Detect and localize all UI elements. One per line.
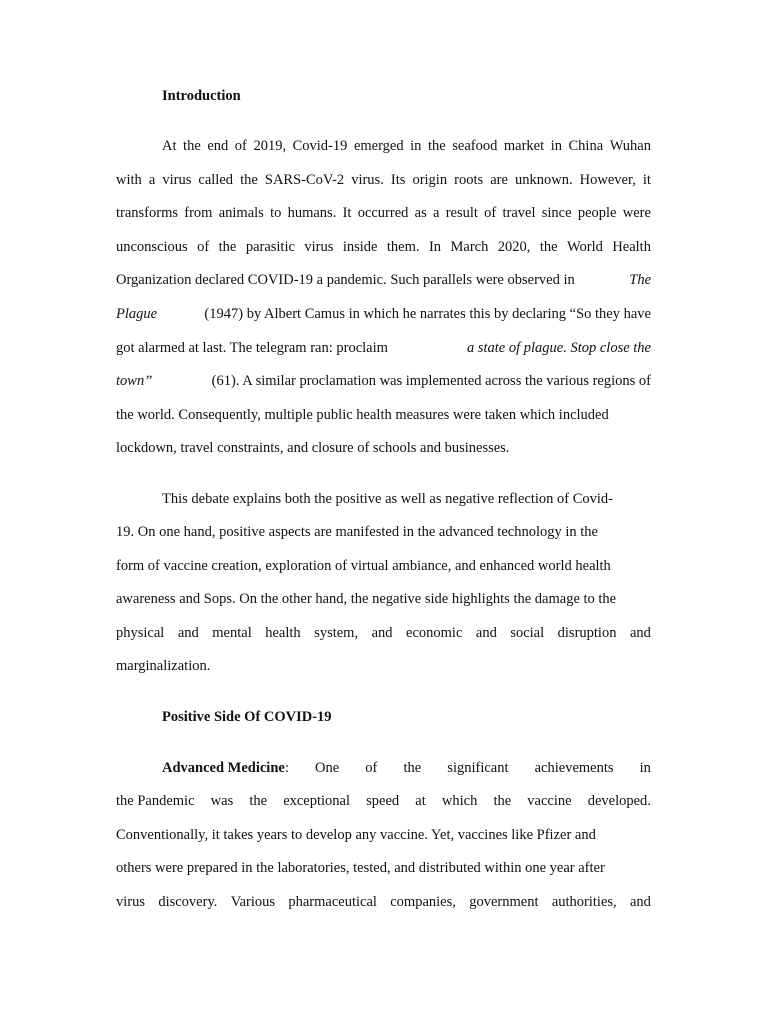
word: were bbox=[622, 205, 651, 221]
p2-line-3: form of vaccine creation, exploration of virtual ambiance, and enhanced world health bbox=[116, 558, 611, 574]
word: with bbox=[116, 172, 142, 188]
p3-word: in bbox=[639, 760, 651, 776]
word: occurred bbox=[357, 205, 409, 221]
word: Its bbox=[390, 172, 406, 188]
word: of bbox=[234, 138, 247, 154]
word: the Pandemic bbox=[116, 793, 195, 809]
word: of bbox=[197, 239, 210, 255]
p1-line-1 bbox=[162, 136, 651, 156]
p1-line-5-text: Organization declared COVID-19 a pandemic. Such parallels were observed in bbox=[116, 272, 575, 288]
word: authorities, bbox=[551, 894, 617, 910]
p1-line-5 bbox=[116, 270, 651, 290]
word: 2020, bbox=[497, 239, 531, 255]
p1-line-7-italic: a state of plague. Stop close the bbox=[466, 340, 651, 356]
word: the bbox=[493, 793, 512, 809]
word: mental bbox=[212, 625, 252, 641]
word: SARS-CoV-2 bbox=[264, 172, 345, 188]
word: discovery. bbox=[158, 894, 218, 910]
p1-line-4 bbox=[116, 237, 651, 257]
word: unknown. bbox=[514, 172, 573, 188]
word: In bbox=[428, 239, 442, 255]
word: and bbox=[629, 894, 651, 910]
p1-line-2 bbox=[116, 170, 651, 190]
word: Covid-19 bbox=[292, 138, 348, 154]
word: result bbox=[445, 205, 478, 221]
word: of bbox=[484, 205, 497, 221]
word: At bbox=[162, 138, 177, 154]
word: World bbox=[566, 239, 603, 255]
p1-line-6-italic: Plague bbox=[116, 306, 158, 322]
word: market bbox=[503, 138, 545, 154]
word: virus bbox=[116, 894, 145, 910]
word: virus bbox=[304, 239, 334, 255]
p2-line-2: 19. On one hand, positive aspects are manifested in the advanced technology in the bbox=[116, 524, 598, 540]
p2-line-1: This debate explains both the positive as well as negative reflection of Covid- bbox=[162, 491, 613, 507]
word: in bbox=[410, 138, 422, 154]
p1-line-6 bbox=[116, 304, 651, 324]
p2-line-4: awareness and Sops. On the other hand, the negative side highlights the damage to the bbox=[116, 591, 617, 607]
word: was bbox=[210, 793, 234, 809]
introduction-heading: Introduction bbox=[162, 88, 241, 104]
word: virus bbox=[162, 172, 192, 188]
word: are bbox=[490, 172, 508, 188]
word: them. bbox=[386, 239, 420, 255]
word: and bbox=[475, 625, 497, 641]
p2-line-5 bbox=[116, 623, 651, 643]
word: end bbox=[207, 138, 229, 154]
word: China bbox=[568, 138, 604, 154]
word: It bbox=[342, 205, 352, 221]
advanced-medicine-label: Advanced Medicine bbox=[162, 760, 285, 776]
p3-line-3: Conventionally, it takes years to develop any vaccine. Yet, vaccines like Pfizer and bbox=[116, 827, 596, 843]
word: exceptional bbox=[283, 793, 351, 809]
p1-line-7 bbox=[116, 338, 651, 358]
word: called bbox=[198, 172, 234, 188]
word: it bbox=[642, 172, 651, 188]
word: seafood bbox=[452, 138, 498, 154]
word: physical bbox=[116, 625, 165, 641]
word: humans. bbox=[287, 205, 337, 221]
p1-line-7-text: got alarmed at last. The telegram ran: proclaim bbox=[116, 340, 388, 356]
word: the bbox=[240, 172, 258, 188]
word: vaccine bbox=[527, 793, 572, 809]
word: travel bbox=[502, 205, 536, 221]
word: animals bbox=[218, 205, 264, 221]
word: social bbox=[510, 625, 545, 641]
word: and bbox=[177, 625, 199, 641]
p3-word: of bbox=[365, 760, 378, 776]
word: people bbox=[577, 205, 617, 221]
word: Health bbox=[612, 239, 651, 255]
p1-line-9: the world. Consequently, multiple public health measures were taken which included bbox=[116, 407, 609, 423]
word: 2019, bbox=[253, 138, 287, 154]
p1-line-5-italic: The bbox=[629, 272, 651, 288]
word: disruption bbox=[557, 625, 617, 641]
word: as bbox=[414, 205, 427, 221]
word: emerged bbox=[353, 138, 404, 154]
p3-line-5 bbox=[116, 892, 651, 912]
word: developed. bbox=[587, 793, 651, 809]
positive-side-heading: Positive Side Of COVID-19 bbox=[162, 709, 332, 725]
p1-line-8 bbox=[116, 371, 651, 391]
p1-line-8-text: (61). A similar proclamation was implemented across the various regions of bbox=[211, 373, 651, 389]
word: in bbox=[550, 138, 562, 154]
word: Various bbox=[230, 894, 276, 910]
word: the bbox=[218, 239, 237, 255]
word: since bbox=[541, 205, 572, 221]
word: system, bbox=[314, 625, 359, 641]
word: from bbox=[184, 205, 213, 221]
word: However, bbox=[579, 172, 636, 188]
word: the bbox=[539, 239, 558, 255]
word: at bbox=[415, 793, 426, 809]
word: health bbox=[265, 625, 301, 641]
word: economic bbox=[406, 625, 463, 641]
p1-line-8-italic: town” bbox=[116, 373, 153, 389]
word: parasitic bbox=[245, 239, 295, 255]
p1-line-3 bbox=[116, 203, 651, 223]
p2-line-6: marginalization. bbox=[116, 658, 211, 674]
p1-line-10: lockdown, travel constraints, and closure of schools and businesses. bbox=[116, 440, 510, 456]
word: and bbox=[371, 625, 393, 641]
word: the bbox=[249, 793, 268, 809]
p3-line-1 bbox=[162, 758, 651, 778]
word: origin bbox=[412, 172, 448, 188]
p3-word: the bbox=[403, 760, 422, 776]
p3-line-4: others were prepared in the laboratories, tested, and distributed within one year after bbox=[116, 860, 605, 876]
word: which bbox=[441, 793, 478, 809]
word: companies, bbox=[390, 894, 456, 910]
word: a bbox=[148, 172, 156, 188]
p3-colon: : bbox=[284, 760, 289, 776]
p3-word: One bbox=[314, 760, 340, 776]
p3-label-wrap bbox=[162, 758, 289, 778]
word: March bbox=[450, 239, 489, 255]
word: to bbox=[270, 205, 282, 221]
word: unconscious bbox=[116, 239, 188, 255]
word: Wuhan bbox=[609, 138, 651, 154]
word: government bbox=[469, 894, 539, 910]
p3-line-2 bbox=[116, 791, 651, 811]
p3-word: significant bbox=[447, 760, 509, 776]
p1-line-6-text: (1947) by Albert Camus in which he narrates this by declaring “So they have bbox=[204, 306, 651, 322]
word: and bbox=[629, 625, 651, 641]
word: the bbox=[427, 138, 446, 154]
word: the bbox=[183, 138, 201, 154]
word: inside bbox=[342, 239, 378, 255]
word: speed bbox=[366, 793, 400, 809]
word: pharmaceutical bbox=[288, 894, 377, 910]
word: roots bbox=[454, 172, 484, 188]
p3-word: achievements bbox=[534, 760, 614, 776]
word: virus. bbox=[351, 172, 384, 188]
word: transforms bbox=[116, 205, 179, 221]
word: a bbox=[433, 205, 440, 221]
